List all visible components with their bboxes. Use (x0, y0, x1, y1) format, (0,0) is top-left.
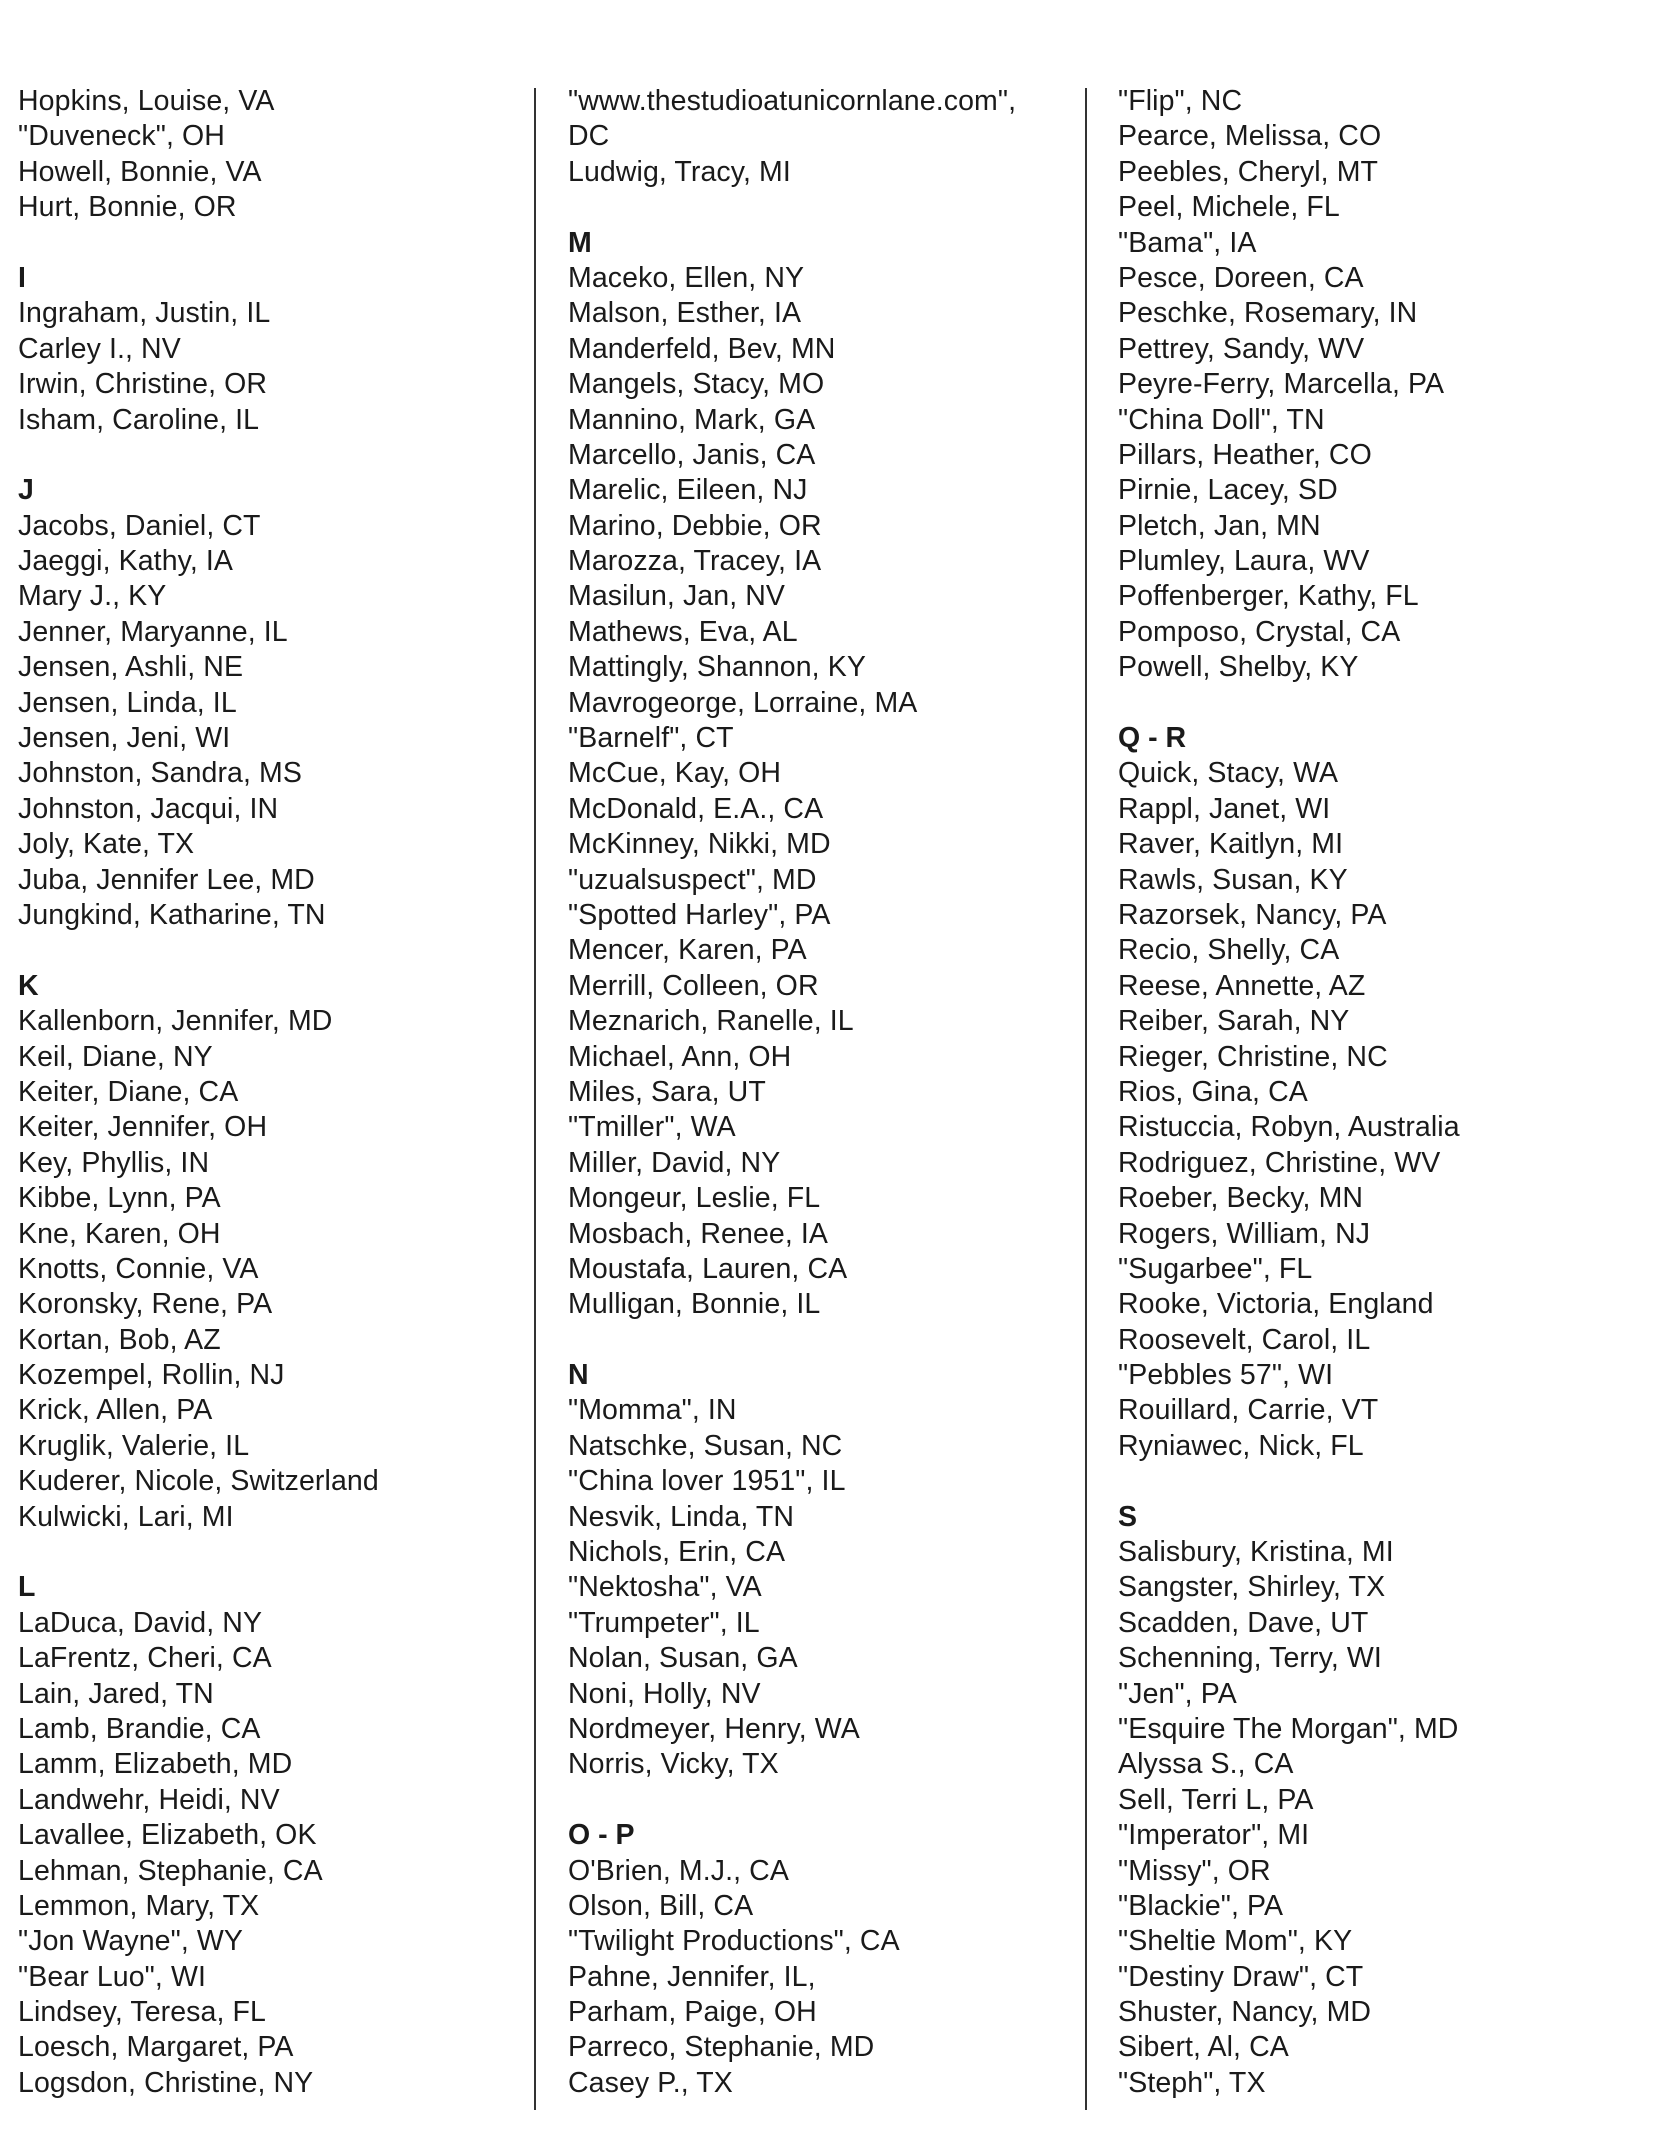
name-entry: Alyssa S., CA (1118, 1748, 1294, 1781)
name-entry: Masilun, Jan, NV (568, 580, 786, 613)
name-entry: Peyre-Ferry, Marcella, PA (1118, 368, 1445, 401)
section-heading: I (18, 261, 26, 294)
name-entry: Pletch, Jan, MN (1118, 509, 1321, 542)
name-entry: Nolan, Susan, GA (568, 1642, 798, 1675)
name-entry: Ingraham, Justin, IL (18, 297, 271, 330)
name-entry: Pahne, Jennifer, IL, (568, 1960, 816, 1993)
name-entry: Poffenberger, Kathy, FL (1118, 580, 1419, 613)
name-entry: Jensen, Linda, IL (18, 686, 237, 719)
name-entry: "China Doll", TN (1118, 403, 1325, 436)
name-entry: McKinney, Nikki, MD (568, 828, 831, 861)
name-entry: Michael, Ann, OH (568, 1040, 792, 1073)
name-entry: Quick, Stacy, WA (1118, 757, 1339, 790)
name-entry: "Missy", OR (1118, 1854, 1271, 1887)
name-entry: "Pebbles 57", WI (1118, 1359, 1334, 1392)
spacer (18, 933, 518, 968)
name-entry: Kortan, Bob, AZ (18, 1323, 221, 1356)
name-entry: Howell, Bonnie, VA (18, 155, 262, 188)
name-entry: Miles, Sara, UT (568, 1075, 766, 1108)
spacer (1118, 1464, 1658, 1499)
name-entry: Kallenborn, Jennifer, MD (18, 1005, 333, 1038)
name-entry: Rodriguez, Christine, WV (1118, 1146, 1441, 1179)
name-entry: "www.thestudioatunicornlane.com", (568, 85, 1017, 117)
name-entry: Mulligan, Bonnie, IL (568, 1288, 821, 1321)
name-entry: Lamm, Elizabeth, MD (18, 1748, 293, 1781)
name-entry: "Nektosha", VA (568, 1571, 762, 1604)
name-entry: "Barnelf", CT (568, 722, 734, 755)
name-entry: Pettrey, Sandy, WV (1118, 332, 1365, 365)
name-entry: Noni, Holly, NV (568, 1677, 761, 1710)
name-entry: Knotts, Connie, VA (18, 1252, 259, 1285)
name-entry: Recio, Shelly, CA (1118, 934, 1340, 967)
name-entry: "Tmiller", WA (568, 1111, 736, 1144)
name-entry: Jensen, Jeni, WI (18, 722, 231, 755)
name-entry: Rooke, Victoria, England (1118, 1288, 1434, 1321)
name-entry: Pearce, Melissa, CO (1118, 120, 1382, 153)
spacer (18, 438, 518, 473)
name-entry: Isham, Caroline, IL (18, 403, 260, 436)
name-entry: O'Brien, M.J., CA (568, 1854, 789, 1887)
name-entry: Salisbury, Kristina, MI (1118, 1536, 1394, 1569)
section-heading: L (18, 1571, 36, 1604)
name-entry: Irwin, Christine, OR (18, 368, 268, 401)
spacer (568, 190, 1068, 225)
section-heading: N (568, 1359, 589, 1392)
name-entry: Key, Phyllis, IN (18, 1146, 210, 1179)
name-entry: Rogers, William, NJ (1118, 1217, 1371, 1250)
name-entry: Jacobs, Daniel, CT (18, 509, 261, 542)
name-entry: Plumley, Laura, WV (1118, 545, 1370, 578)
name-entry: McCue, Kay, OH (568, 757, 782, 790)
name-entry: Keiter, Jennifer, OH (18, 1111, 268, 1144)
section-heading: S (1118, 1500, 1138, 1533)
name-entry: Kne, Karen, OH (18, 1217, 221, 1250)
name-entry: "Steph", TX (1118, 2066, 1266, 2099)
name-entry: Marcello, Janis, CA (568, 438, 816, 471)
name-entry: Lamb, Brandie, CA (18, 1712, 261, 1745)
column-divider-1 (534, 88, 536, 2110)
name-entry: Mattingly, Shannon, KY (568, 651, 866, 684)
name-entry: Malson, Esther, IA (568, 297, 802, 330)
name-entry: Sangster, Shirley, TX (1118, 1571, 1386, 1604)
name-entry: "Sugarbee", FL (1118, 1252, 1313, 1285)
name-entry: "Bear Luo", WI (18, 1960, 206, 1993)
column-1 (18, 84, 518, 2101)
name-entry: Pillars, Heather, CO (1118, 438, 1372, 471)
name-entry: Roosevelt, Carol, IL (1118, 1323, 1371, 1356)
name-entry: Merrill, Colleen, OR (568, 969, 819, 1002)
name-entry: Razorsek, Nancy, PA (1118, 898, 1387, 931)
name-entry: Reese, Annette, AZ (1118, 969, 1366, 1002)
section-heading: Q - R (1118, 722, 1187, 755)
name-entry: Kibbe, Lynn, PA (18, 1182, 221, 1215)
name-entry: Marelic, Eileen, NJ (568, 474, 808, 507)
name-entry: Mosbach, Renee, IA (568, 1217, 829, 1250)
name-entry: "Bama", IA (1118, 226, 1257, 259)
name-entry: DC (568, 120, 610, 153)
name-entry: Powell, Shelby, KY (1118, 651, 1359, 684)
name-entry: Parreco, Stephanie, MD (568, 2031, 875, 2064)
name-entry: Pesce, Doreen, CA (1118, 261, 1364, 294)
name-entry: "Sheltie Mom", KY (1118, 1925, 1353, 1958)
name-entry: "uzualsuspect", MD (568, 863, 817, 896)
name-entry: Lemmon, Mary, TX (18, 1889, 260, 1922)
name-entry: "Duveneck", OH (18, 120, 225, 153)
section-heading: K (18, 969, 39, 1002)
section-heading: M (568, 226, 592, 259)
name-entry: "Jen", PA (1118, 1677, 1237, 1710)
name-entry: Shuster, Nancy, MD (1118, 1996, 1372, 2029)
name-entry: Pomposo, Crystal, CA (1118, 615, 1401, 648)
name-entry: Mary J., KY (18, 580, 167, 613)
name-entry: Mongeur, Leslie, FL (568, 1182, 821, 1215)
spacer (1118, 686, 1658, 721)
name-entry: Keiter, Diane, CA (18, 1075, 239, 1108)
name-entry: Mathews, Eva, AL (568, 615, 798, 648)
name-entry: LaFrentz, Cheri, CA (18, 1642, 272, 1675)
name-entry: Hopkins, Louise, VA (18, 85, 275, 117)
name-entry: Peel, Michele, FL (1118, 191, 1340, 224)
column-2 (568, 84, 1068, 2101)
name-entry: Ryniawec, Nick, FL (1118, 1429, 1364, 1462)
name-entry: Norris, Vicky, TX (568, 1748, 779, 1781)
name-entry: LaDuca, David, NY (18, 1606, 263, 1639)
name-entry: Kozempel, Rollin, NJ (18, 1359, 285, 1392)
name-entry: Lehman, Stephanie, CA (18, 1854, 323, 1887)
spacer (18, 1535, 518, 1570)
name-entry: Ludwig, Tracy, MI (568, 155, 791, 188)
column-3 (1118, 84, 1658, 2101)
name-entry: "China lover 1951", IL (568, 1465, 846, 1498)
spacer (568, 1783, 1068, 1818)
section-heading: O - P (568, 1819, 635, 1852)
name-entry: Kuderer, Nicole, Switzerland (18, 1465, 379, 1498)
name-entry: Carley I., NV (18, 332, 181, 365)
name-entry: Scadden, Dave, UT (1118, 1606, 1369, 1639)
name-entry: Kulwicki, Lari, MI (18, 1500, 234, 1533)
name-entry: "Twilight Productions", CA (568, 1925, 900, 1958)
name-entry: Koronsky, Rene, PA (18, 1288, 273, 1321)
spacer (568, 1323, 1068, 1358)
name-entry: Rawls, Susan, KY (1118, 863, 1348, 896)
name-entry: Rios, Gina, CA (1118, 1075, 1308, 1108)
section-heading: J (18, 474, 34, 507)
name-entry: Peebles, Cheryl, MT (1118, 155, 1379, 188)
name-entry: Ristuccia, Robyn, Australia (1118, 1111, 1460, 1144)
name-entry: Sell, Terri L, PA (1118, 1783, 1314, 1816)
name-entry: Roeber, Becky, MN (1118, 1182, 1364, 1215)
name-entry: Jenner, Maryanne, IL (18, 615, 288, 648)
name-entry: Meznarich, Ranelle, IL (568, 1005, 854, 1038)
name-entry: "Trumpeter", IL (568, 1606, 760, 1639)
name-entry: Peschke, Rosemary, IN (1118, 297, 1418, 330)
name-entry: Mencer, Karen, PA (568, 934, 807, 967)
name-entry: Parham, Paige, OH (568, 1996, 817, 2029)
name-entry: Johnston, Jacqui, IN (18, 792, 279, 825)
name-entry: Pirnie, Lacey, SD (1118, 474, 1338, 507)
name-entry: Casey P., TX (568, 2066, 733, 2099)
name-entry: Jensen, Ashli, NE (18, 651, 244, 684)
name-entry: Nordmeyer, Henry, WA (568, 1712, 860, 1745)
name-entry: Joly, Kate, TX (18, 828, 195, 861)
name-entry: Natschke, Susan, NC (568, 1429, 843, 1462)
name-entry: Johnston, Sandra, MS (18, 757, 302, 790)
name-entry: Mannino, Mark, GA (568, 403, 816, 436)
name-entry: Nichols, Erin, CA (568, 1536, 786, 1569)
name-entry: "Spotted Harley", PA (568, 898, 831, 931)
name-entry: Lain, Jared, TN (18, 1677, 214, 1710)
name-entry: "Blackie", PA (1118, 1889, 1284, 1922)
name-entry: Moustafa, Lauren, CA (568, 1252, 848, 1285)
name-entry: "Destiny Draw", CT (1118, 1960, 1364, 1993)
name-entry: Miller, David, NY (568, 1146, 781, 1179)
name-entry: McDonald, E.A., CA (568, 792, 824, 825)
name-entry: "Jon Wayne", WY (18, 1925, 243, 1958)
spacer (18, 226, 518, 261)
name-entry: Lavallee, Elizabeth, OK (18, 1819, 317, 1852)
name-entry: "Imperator", MI (1118, 1819, 1310, 1852)
name-entry: Schenning, Terry, WI (1118, 1642, 1382, 1675)
name-entry: Logsdon, Christine, NY (18, 2066, 314, 2099)
name-entry: Hurt, Bonnie, OR (18, 191, 237, 224)
name-entry: Landwehr, Heidi, NV (18, 1783, 280, 1816)
name-entry: Rappl, Janet, WI (1118, 792, 1331, 825)
name-entry: Olson, Bill, CA (568, 1889, 754, 1922)
column-divider-2 (1085, 88, 1087, 2110)
name-entry: Juba, Jennifer Lee, MD (18, 863, 315, 896)
name-entry: Rouillard, Carrie, VT (1118, 1394, 1379, 1427)
name-entry: Krick, Allen, PA (18, 1394, 213, 1427)
name-entry: Mangels, Stacy, MO (568, 368, 825, 401)
name-entry: Manderfeld, Bev, MN (568, 332, 836, 365)
name-entry: Jaeggi, Kathy, IA (18, 545, 234, 578)
name-entry: Kruglik, Valerie, IL (18, 1429, 250, 1462)
name-entry: Maceko, Ellen, NY (568, 261, 805, 294)
name-entry: Raver, Kaitlyn, MI (1118, 828, 1344, 861)
name-entry: Lindsey, Teresa, FL (18, 1996, 266, 2029)
name-entry: Jungkind, Katharine, TN (18, 898, 326, 931)
name-entry: Rieger, Christine, NC (1118, 1040, 1388, 1073)
name-entry: Reiber, Sarah, NY (1118, 1005, 1350, 1038)
name-entry: Keil, Diane, NY (18, 1040, 213, 1073)
name-entry: Nesvik, Linda, TN (568, 1500, 795, 1533)
name-entry: Sibert, Al, CA (1118, 2031, 1289, 2064)
name-entry: Mavrogeorge, Lorraine, MA (568, 686, 918, 719)
name-entry: "Flip", NC (1118, 85, 1243, 117)
name-entry: Loesch, Margaret, PA (18, 2031, 294, 2064)
name-entry: Marozza, Tracey, IA (568, 545, 822, 578)
name-entry: "Momma", IN (568, 1394, 737, 1427)
name-entry: "Esquire The Morgan", MD (1118, 1712, 1459, 1745)
name-entry: Marino, Debbie, OR (568, 509, 822, 542)
